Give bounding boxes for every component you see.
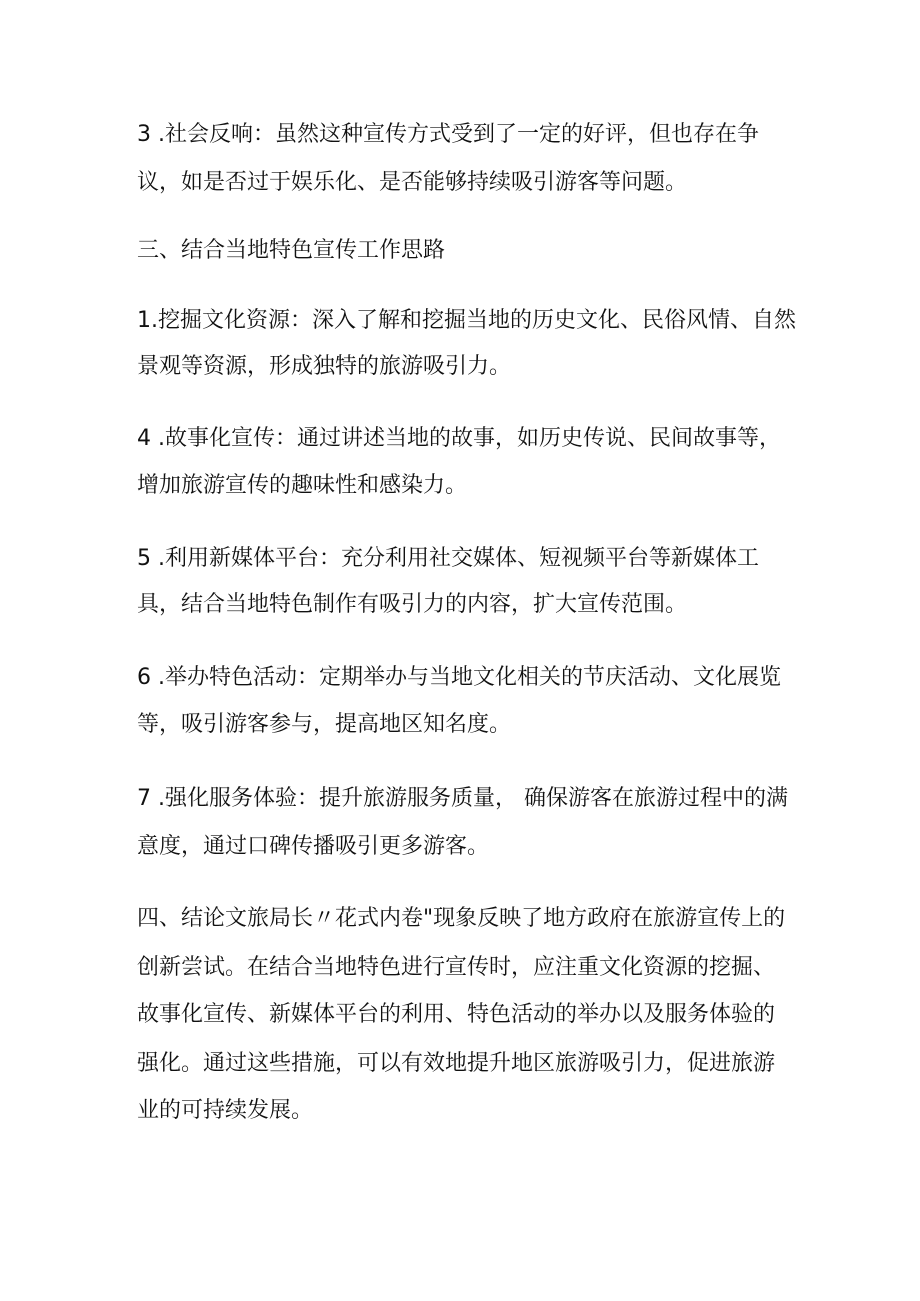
text-line: 意度，通过口碑传播吸引更多游客。 <box>137 834 490 859</box>
text-line: 强化。通过这些措施，可以有效地提升地区旅游吸引力，促进旅游 <box>137 1051 776 1076</box>
text-line: 景观等资源，形成独特的旅游吸引力。 <box>137 354 512 379</box>
text-line: 4 .故事化宣传：通过讲述当地的故事，如历史传说、民间故事等， <box>137 426 781 451</box>
text-line: 5 .利用新媒体平台：充分利用社交媒体、短视频平台等新媒体工 <box>137 546 759 571</box>
text-line: 6 .举办特色活动：定期举办与当地文化相关的节庆活动、文化展览 <box>137 665 781 690</box>
text-line: 业的可持续发展。 <box>137 1098 314 1123</box>
text-line: 3 .社会反响：虽然这种宣传方式受到了一定的好评，但也存在争 <box>137 122 759 147</box>
text-line: 7 .强化服务体验：提升旅游服务质量， 确保游客在旅游过程中的满 <box>137 786 788 811</box>
text-line: 等，吸引游客参与，提高地区知名度。 <box>137 712 512 737</box>
text-line: 议，如是否过于娱乐化、是否能够持续吸引游客等问题。 <box>137 170 688 195</box>
text-line: 1.挖掘文化资源：深入了解和挖掘当地的历史文化、民俗风情、自然 <box>137 308 796 333</box>
text-line: 四、结论文旅局长〃花式内卷"现象反映了地方政府在旅游宣传上的 <box>137 906 786 931</box>
text-line: 创新尝试。在结合当地特色进行宣传时，应注重文化资源的挖掘、 <box>137 955 776 980</box>
text-line: 故事化宣传、新媒体平台的利用、特色活动的举办以及服务体验的 <box>137 1002 776 1027</box>
text-line: 增加旅游宣传的趣味性和感染力。 <box>137 473 468 498</box>
section-heading: 三、结合当地特色宣传工作思路 <box>137 238 446 263</box>
text-line: 具，结合当地特色制作有吸引力的内容，扩大宣传范围。 <box>137 592 688 617</box>
